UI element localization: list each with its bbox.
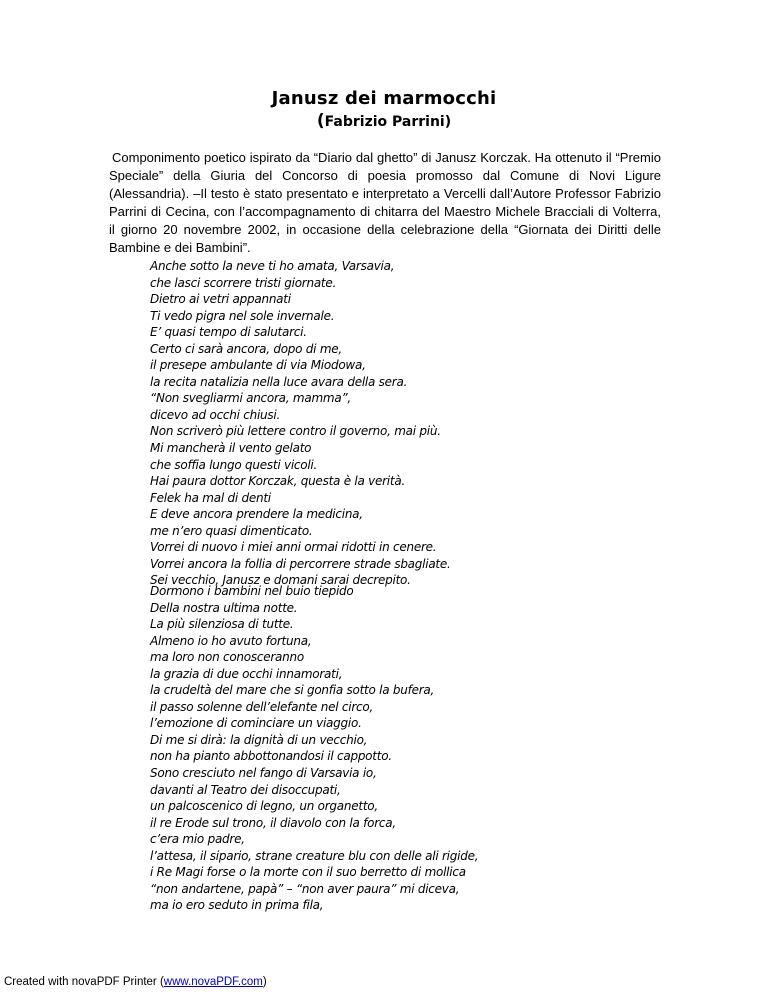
poem-line: Non scriverò più lettere contro il governo, mai più. (150, 424, 441, 439)
poem-line: Vorrei ancora la follia di percorrere strade sbagliate. (150, 556, 451, 571)
poem-line: che lasci scorrere tristi giornate. (150, 275, 337, 290)
poem-line: Mi mancherà il vento gelato (150, 441, 312, 456)
poem-line: l’emozione di cominciare un viaggio. (150, 716, 362, 731)
poem-line: me n’ero quasi dimenticato. (150, 523, 313, 538)
poem-line: il presepe ambulante di via Miodowa, (150, 358, 366, 373)
poem-line: Sono cresciuto nel fango di Varsavia io, (150, 766, 377, 781)
poem-line: “Non svegliarmi ancora, mamma”, (150, 391, 351, 406)
poem-line: la recita natalizia nella luce avara della sera. (150, 374, 408, 389)
poem-line: Di me si dirà: la dignità di un vecchio, (150, 732, 368, 747)
poem-line: ma loro non conosceranno (150, 650, 304, 665)
author-name: Fabrizio Parrini) (324, 114, 452, 130)
poem-line: Sei vecchio, Janusz e domani sarai decrepito. (150, 573, 411, 588)
poem-line: la crudeltà del mare che si gonfia sotto la bufera, (150, 683, 435, 698)
intro-paragraph: Componimento poetico ispirato da “Diario dal ghetto” di Janusz Korczak. Ha ottenuto il “Premio Speciale” della Giuria del Concorso di poesia promosso dal Comune di Novi Ligure (Alessandria). –Il testo è stato presentato e interpretato a Vercelli dall’Autore Professor Fabrizio Parrini di Cecina, con l’accompagnamento di chitarra del Maestro Michele Bracciali di Volterra, il giorno 20 novembre 2002, in occasione della celebrazione della “Giornata dei Diritti delle Bambine e dei Bambini”. (109, 150, 661, 255)
poem-line: Dietro ai vetri appannati (150, 292, 291, 307)
poem-line: La più silenziosa di tutte. (150, 617, 294, 632)
footer-suffix: ) (262, 976, 267, 988)
poem-line: E’ quasi tempo di salutarci. (150, 325, 307, 340)
poem-author (0, 111, 768, 131)
poem-line: dicevo ad occhi chiusi. (150, 407, 281, 422)
poem-line: Felek ha mal di denti (150, 490, 271, 505)
poem-line: ma io ero seduto in prima fila, (150, 898, 324, 913)
poem-line: i Re Magi forse o la morte con il suo berretto di mollica (150, 865, 466, 880)
poem-line: Vorrei di nuovo i miei anni ormai ridotti in cenere. (150, 540, 437, 555)
author-open-paren: ( (316, 111, 325, 131)
poem-line: Hai paura dottor Korczak, questa è la verità. (150, 474, 406, 489)
poem-line: Dormono i bambini nel buio tiepido (150, 584, 354, 598)
poem-title: Janusz dei marmocchi (271, 88, 497, 109)
poem-line: Certo ci sarà ancora, dopo di me, (150, 341, 342, 356)
poem-line: c’era mio padre, (150, 832, 245, 847)
poem-line: l’attesa, il sipario, strane creature blu con delle ali rigide, (150, 848, 479, 863)
stanza-1 (150, 258, 670, 589)
poem-line: Almeno io ho avuto fortuna, (150, 633, 312, 648)
poem-line: il passo solenne dell’elefante nel circo, (150, 699, 374, 714)
poem-line: un palcoscenico di legno, un organetto, (150, 799, 378, 814)
stanza-2 (150, 583, 670, 914)
poem-line: la grazia di due occhi innamorati, (150, 666, 343, 681)
poem-line: davanti al Teatro dei disoccupati, (150, 782, 341, 797)
poem-line: Ti vedo pigra nel sole invernale. (150, 308, 335, 323)
poem-line: non ha pianto abbottonandosi il cappotto. (150, 749, 392, 764)
poem-line: E deve ancora prendere la medicina, (150, 507, 363, 522)
poem-line: che soffia lungo questi vicoli. (150, 457, 318, 472)
footer-credit (4, 976, 267, 988)
poem-line: Anche sotto la neve ti ho amata, Varsavia, (150, 259, 395, 273)
footer-prefix: Created with novaPDF Printer ( (4, 976, 164, 988)
footer-link[interactable]: www.novaPDF.com (163, 976, 263, 988)
poem-line: Della nostra ultima notte. (150, 600, 298, 615)
poem-line: “non andartene, papà” – “non aver paura” mi diceva, (150, 881, 460, 896)
poem-line: il re Erode sul trono, il diavolo con la forca, (150, 815, 396, 830)
